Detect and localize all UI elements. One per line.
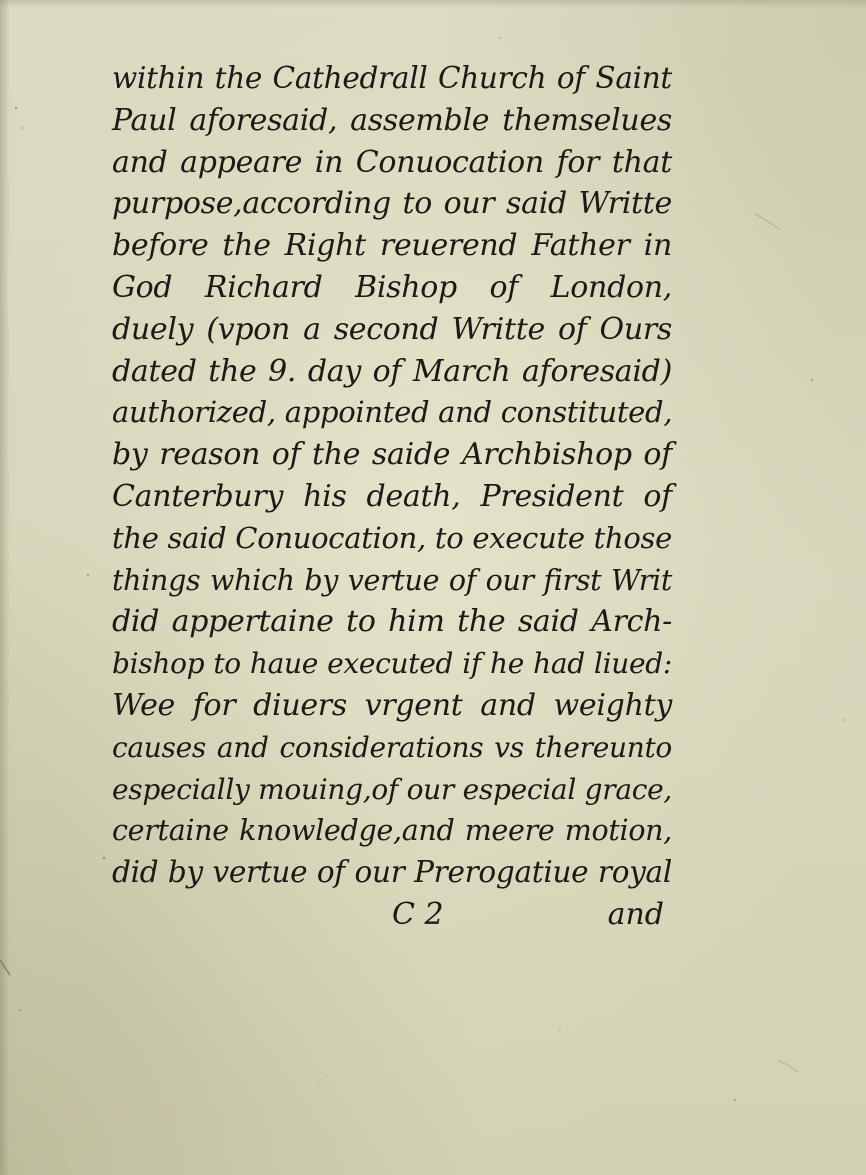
text-line: did appertaine to him the said Arch- [112,604,672,640]
text-line: Paul aforesaid, assemble themselues [112,102,672,138]
catchword: and [607,896,664,932]
text-line: things which by vertue of our first Writ [112,563,672,597]
text-line: authorized, appointed and constituted, [112,395,673,430]
signature-mark: C 2 [392,896,444,932]
text-line: before the Right reuerend Father in [112,228,672,264]
text-line: Canterbury his death, President of [112,478,672,514]
text-line: and appeare in Conuocation for that [112,144,672,180]
text-line: by reason of the saide Archbishop of [112,437,672,473]
text-line: purpose,according to our said Writte [112,186,672,222]
text-line: bishop to haue executed if he had liued: [112,647,672,681]
text-line: did by vertue of our Prerogatiue royal [112,855,672,890]
text-line: dated the 9. day of March aforesaid) [112,353,672,389]
text-line: God Richard Bishop of London, [112,269,672,305]
text-line: duely (vpon a second Writte of Ours [112,311,672,347]
text-line: Wee for diuers vrgent and weighty [112,687,672,723]
text-line: within the Cathedrall Church of Saint [112,61,672,95]
text-line: causes and considerations vs thereunto [112,730,672,764]
text-line: certaine knowledge,and meere motion, [112,814,672,848]
text-block [112,58,672,936]
text-line: especially mouing,of our especial grace, [112,772,672,806]
footer-line [112,894,672,936]
text-line: the said Conuocation, to execute those [112,520,672,555]
